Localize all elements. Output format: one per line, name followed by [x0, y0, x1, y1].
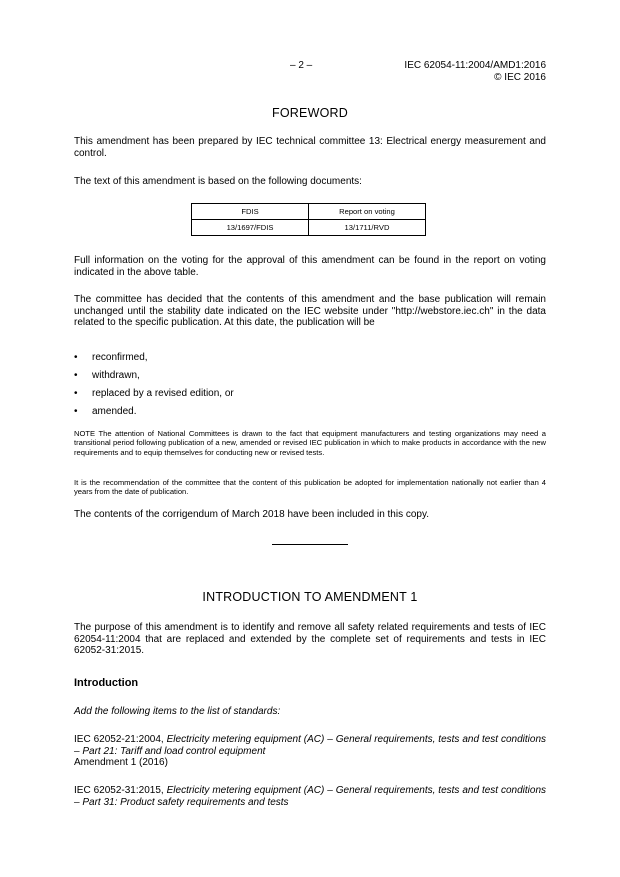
foreword-title: FOREWORD [272, 106, 348, 120]
table-row [192, 220, 426, 236]
intro-amendment-title: INTRODUCTION TO AMENDMENT 1 [202, 590, 418, 604]
list-item: • replaced by a revised edition, or [74, 388, 234, 406]
standard-item-1 [74, 734, 546, 769]
corrigendum-paragraph: The contents of the corrigendum of March 2018 have been included in this copy. [74, 509, 430, 520]
note-paragraph: NOTE The attention of National Committees is drawn to the fact that equipment manufacturers and testing organizations may need a transitional period following publication of a new, amended or revised IEC publication in which to make products in accordance with the new requirements and to equip themselves for conducting new or revised tests. [74, 429, 546, 457]
section-divider [272, 544, 348, 545]
list-item: • reconfirmed, [74, 352, 234, 370]
standard-title: Electricity metering equipment (AC) – General requirements, tests and test conditions – Part 31: Product safety requirements and tests [74, 785, 547, 808]
instruction-text: Add the following items to the list of standards: [74, 706, 281, 717]
table-header-report: Report on voting [309, 204, 426, 220]
list-item: • withdrawn, [74, 370, 234, 388]
publication-status-list [74, 352, 234, 424]
document-header [404, 60, 546, 84]
standard-ref: IEC 62052-31:2015, [74, 785, 164, 796]
foreword-paragraph-1: This amendment has been prepared by IEC technical committee 13: Electrical energy measurement and control. [74, 136, 546, 159]
table-header-row [192, 204, 426, 220]
introduction-heading: Introduction [74, 677, 139, 689]
voting-table [191, 203, 426, 236]
foreword-paragraph-3: Full information on the voting for the approval of this amendment can be found in the report on voting indicated in the above table. [74, 255, 546, 278]
foreword-paragraph-2: The text of this amendment is based on the following documents: [74, 176, 362, 187]
table-header-fdis: FDIS [192, 204, 309, 220]
page-number: – 2 – [290, 60, 313, 71]
table-cell-fdis: 13/1697/FDIS [192, 220, 309, 236]
standard-title: Electricity metering equipment (AC) – General requirements, tests and test conditions – Part 21: Tariff and load control equipment [74, 734, 547, 757]
copyright: © IEC 2016 [494, 72, 546, 83]
intro-amendment-paragraph: The purpose of this amendment is to identify and remove all safety related requirements and tests of IEC 62054-11:2004 that are replaced and extended by the complete set of requirements and tests in IEC 62052-31:2015. [74, 622, 546, 657]
standard-amendment: Amendment 1 (2016) [74, 757, 168, 769]
standard-ref: IEC 62052-21:2004, [74, 734, 164, 745]
foreword-paragraph-4: The committee has decided that the contents of this amendment and the base publication will remain unchanged until the stability date indicated on the IEC website under "http://webstore.iec.ch" in the data related to the specific publication. At this date, the publication will be [74, 294, 546, 329]
list-item: • amended. [74, 406, 234, 424]
doc-id: IEC 62054-11:2004/AMD1:2016 [404, 60, 546, 71]
recommendation-paragraph: It is the recommendation of the committee that the content of this publication be adopted for implementation nationally not earlier than 4 years from the date of publication. [74, 478, 546, 497]
standard-item-2 [74, 785, 546, 808]
table-cell-rvd: 13/1711/RVD [309, 220, 426, 236]
